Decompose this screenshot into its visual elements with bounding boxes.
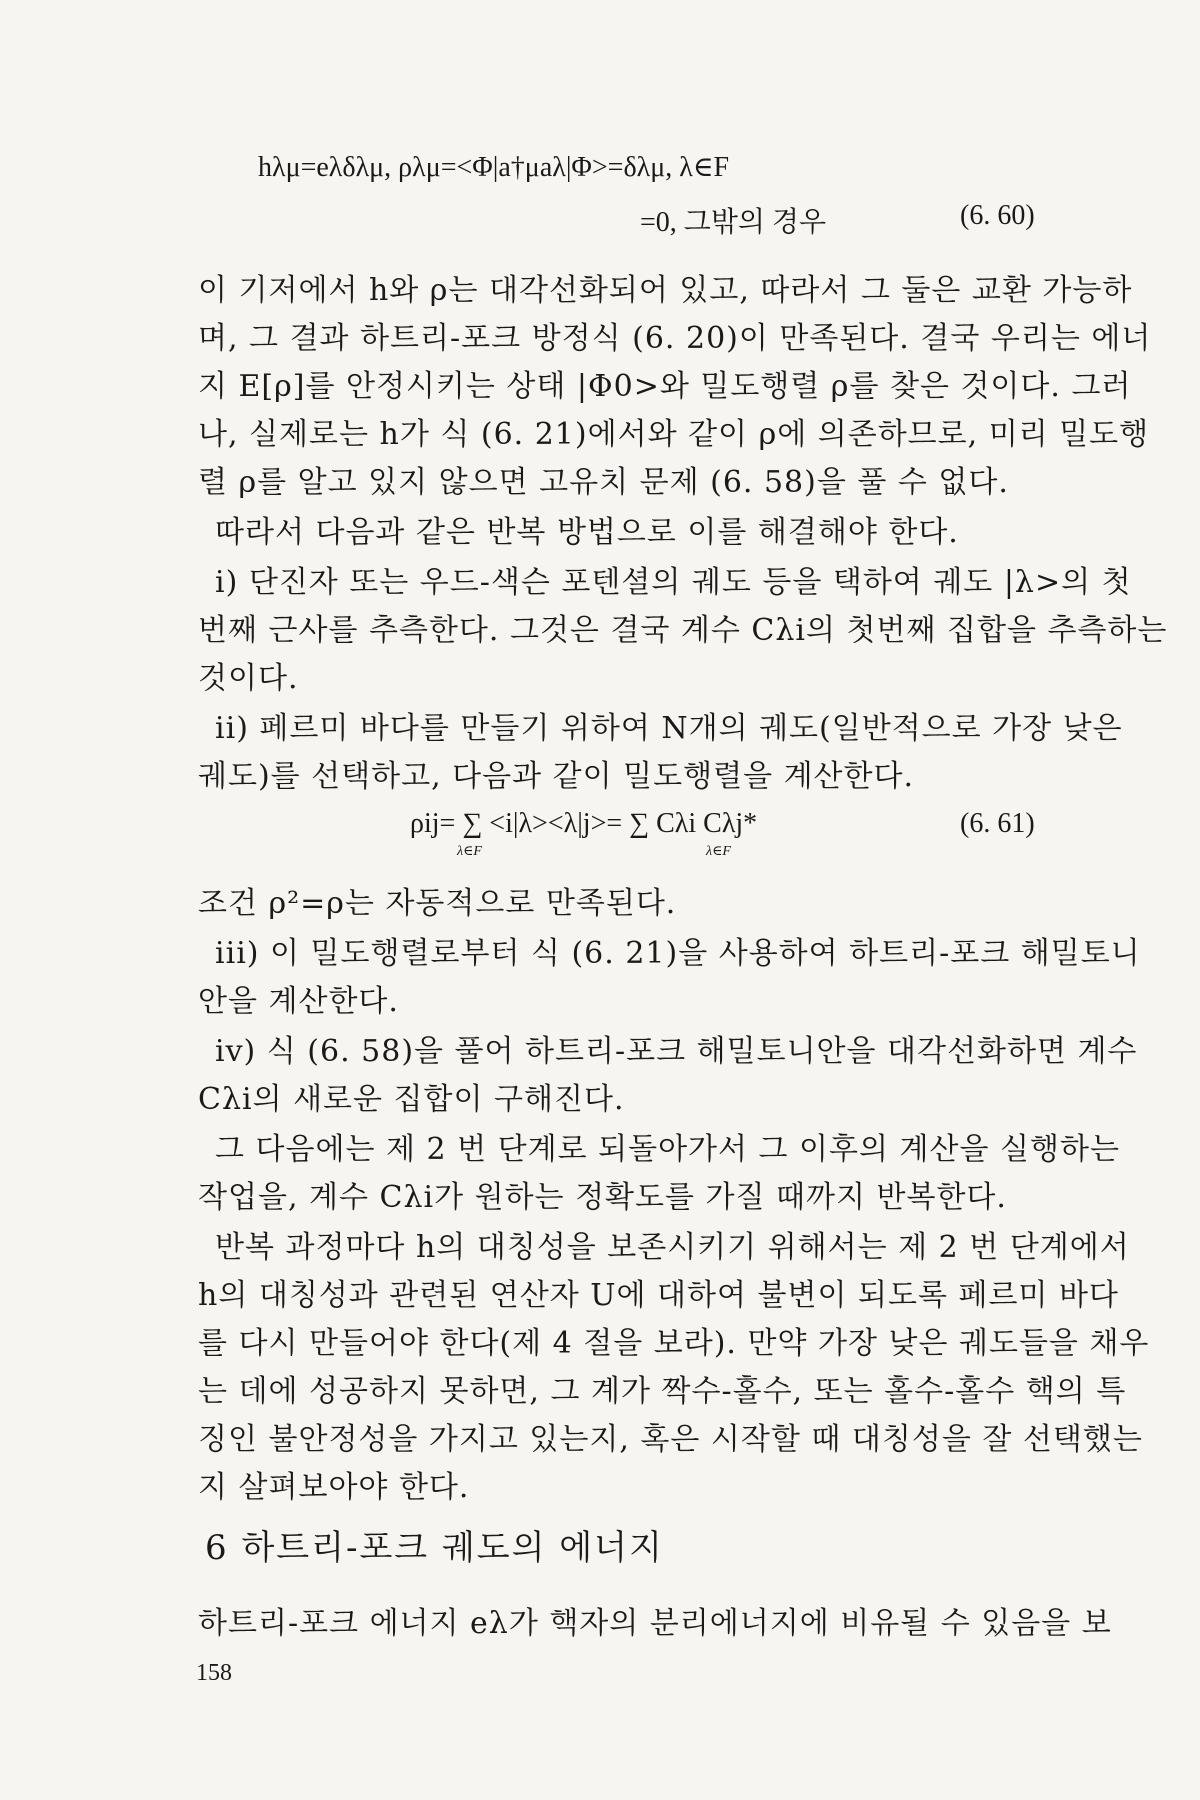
paragraph-4-line-2: h의 대칭성과 관련된 연산자 U에 대하여 불변이 되도록 페르미 바다 — [198, 1278, 1119, 1313]
paragraph-1-line-2: 며, 그 결과 하트리-포크 방정식 (6. 20)이 만족된다. 결국 우리는 에너 — [198, 321, 1152, 356]
paragraph-1-line-5: 렬 ρ를 알고 있지 않으면 고유치 문제 (6. 58)을 풀 수 없다. — [198, 465, 1009, 500]
paragraph-4-line-6: 지 살펴보아야 한다. — [198, 1470, 470, 1505]
section-heading: 6 하트리-포크 궤도의 에너지 — [205, 1528, 664, 1568]
step-iii-line-1: iii) 이 밀도행렬로부터 식 (6. 21)을 사용하여 하트리-포크 해밀토니 — [215, 936, 1141, 971]
equation-6-60-line2: =0, 그밖의 경우 — [640, 207, 827, 238]
condition-line: 조건 ρ²=ρ는 자동적으로 만족된다. — [198, 886, 677, 921]
paragraph-1-line-1: 이 기저에서 h와 ρ는 대각선화되어 있고, 따라서 그 둘은 교환 가능하 — [198, 273, 1133, 308]
step-iii-line-2: 안을 계산한다. — [198, 984, 399, 1019]
step-i-line-2: 번째 근사를 추측한다. 그것은 결국 계수 Cλi의 첫번째 집합을 추측하는 — [198, 613, 1168, 648]
step-ii-line-2: 궤도)를 선택하고, 다음과 같이 밀도행렬을 계산한다. — [198, 759, 915, 794]
paragraph-last-line: 하트리-포크 에너지 eλ가 핵자의 분리에너지에 비유될 수 있음을 보 — [198, 1606, 1112, 1641]
step-i-line-1: i) 단진자 또는 우드-색슨 포텐셜의 궤도 등을 택하여 궤도 |λ>의 첫 — [215, 565, 1132, 600]
equation-6-61-sum-subscript-2: λ∈F — [706, 844, 731, 859]
paragraph-4-line-3: 를 다시 만들어야 한다(제 4 절을 보라). 만약 가장 낮은 궤도들을 채우 — [198, 1326, 1150, 1361]
equation-number-6-61: (6. 61) — [960, 808, 1035, 839]
paragraph-1-line-4: 나, 실제로는 h가 식 (6. 21)에서와 같이 ρ에 의존하므로, 미리 밀도행 — [198, 417, 1150, 452]
step-iv-line-2: Cλi의 새로운 집합이 구해진다. — [198, 1082, 625, 1117]
equation-6-60-line1: hλμ=eλδλμ, ρλμ=<Φ|a†μaλ|Φ>=δλμ, λ∈F — [258, 152, 730, 183]
paragraph-1-line-3: 지 E[ρ]를 안정시키는 상태 |Φ0>와 밀도행렬 ρ를 찾은 것이다. 그러 — [198, 369, 1132, 404]
equation-6-61: ρij= ∑ <i|λ><λ|j>= ∑ Cλi Cλj* — [410, 808, 758, 839]
step-i-line-3: 것이다. — [198, 661, 299, 696]
step-iv-line-1: iv) 식 (6. 58)을 풀어 하트리-포크 해밀토니안을 대각선화하면 계수 — [215, 1034, 1138, 1069]
paragraph-4-line-1: 반복 과정마다 h의 대칭성을 보존시키기 위해서는 제 2 번 단계에서 — [215, 1230, 1130, 1265]
paragraph-3-line-2: 작업을, 계수 Cλi가 원하는 정확도를 가질 때까지 반복한다. — [198, 1180, 1007, 1215]
paragraph-3-line-1: 그 다음에는 제 2 번 단계로 되돌아가서 그 이후의 계산을 실행하는 — [215, 1132, 1120, 1167]
equation-6-61-sum-subscript-1: λ∈F — [457, 844, 482, 859]
paragraph-4-line-4: 는 데에 성공하지 못하면, 그 계가 짝수-홀수, 또는 홀수-홀수 핵의 특 — [198, 1374, 1127, 1409]
step-ii-line-1: ii) 페르미 바다를 만들기 위하여 N개의 궤도(일반적으로 가장 낮은 — [215, 711, 1123, 746]
equation-number-6-60: (6. 60) — [960, 200, 1035, 231]
paragraph-2: 따라서 다음과 같은 반복 방법으로 이를 해결해야 한다. — [215, 515, 959, 550]
page-number: 158 — [196, 1660, 232, 1686]
paragraph-4-line-5: 징인 불안정성을 가지고 있는지, 혹은 시작할 때 대칭성을 잘 선택했는 — [198, 1422, 1143, 1457]
